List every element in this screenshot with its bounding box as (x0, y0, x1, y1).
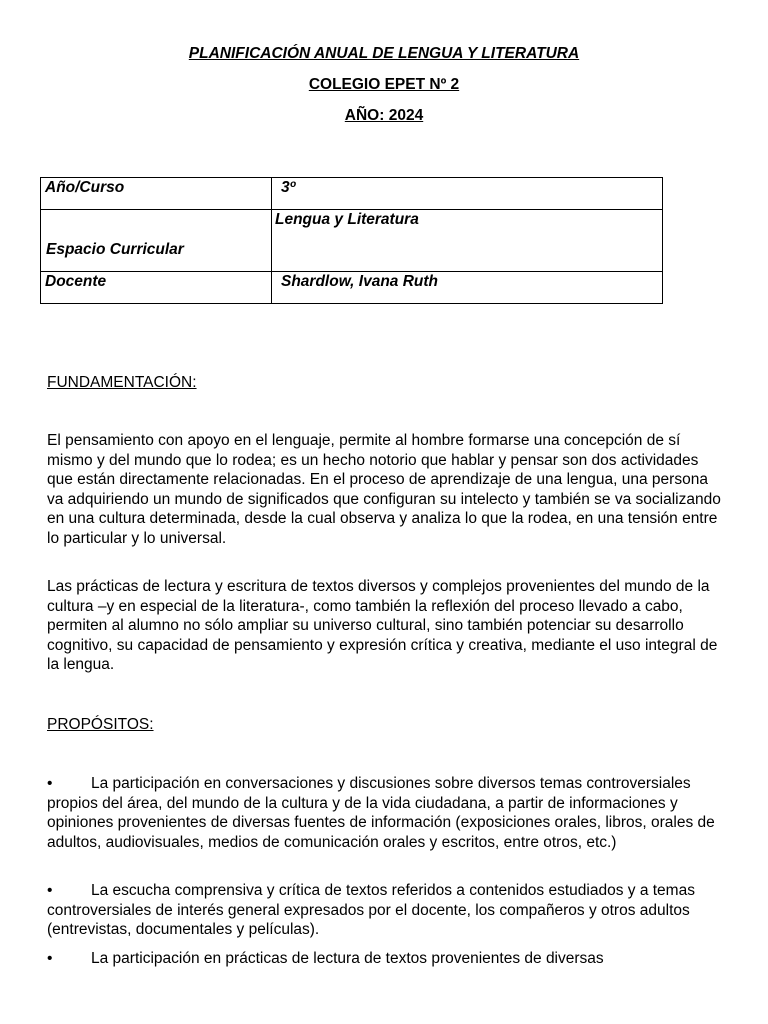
section-heading-propositos: PROPÓSITOS: (47, 716, 154, 733)
bullet-icon: • (47, 950, 53, 967)
row-value: 3º (272, 178, 663, 210)
school-name: COLEGIO EPET Nº 2 (308, 76, 460, 93)
list-item-text: La escucha comprensiva y crítica de textos referidos a contenidos estudiados y a temas controversiales de interés general expresados por el docente, los compañeros y otros adultos (entrevistas, documentales y películas). (47, 882, 695, 938)
bullet-icon: • (47, 775, 53, 792)
list-item (47, 881, 727, 940)
table-row (41, 210, 663, 272)
paragraph: El pensamiento con apoyo en el lenguaje, permite al hombre formarse una concepción de sí mismo y del mundo que lo rodea; es un hecho notorio que hablar y pensar son dos actividades que están directamente relacionadas. En el proceso de aprendizaje de una lengua, una persona va adquiriendo un mundo de significados que configuran su intelecto y también se va socializando en una cultura determinada, desde la cual observa y analiza lo que la rodea, en una tensión entre lo particular y lo universal. (47, 432, 721, 547)
table-row (41, 272, 663, 304)
row-value: Shardlow, Ivana Ruth (272, 272, 663, 304)
row-label: Docente (41, 272, 272, 304)
paragraph: Las prácticas de lectura y escritura de textos diversos y complejos provenientes del mundo de la cultura –y en especial de la literatura-, como también la reflexión del proceso llevado a cabo, permiten al alumno no sólo ampliar su universo cultural, sino también potenciar su desarrollo cognitivo, su capacidad de pensamiento y expresión crítica y creativa, mediante el uso integral de la lengua. (47, 578, 718, 673)
row-label: Espacio Curricular (46, 241, 184, 258)
table-row (41, 178, 663, 210)
section-heading-fundamentacion: FUNDAMENTACIÓN: (47, 374, 197, 391)
info-table (40, 177, 663, 304)
row-label-cell (41, 210, 272, 272)
list-item-text: La participación en conversaciones y discusiones sobre diversos temas controversiales propios del área, del mundo de la cultura y de la vida ciudadana, a partir de informaciones y opiniones provenientes de diversas fuentes de información (exposiciones orales, libros, orales de adultos, audiovisuales, medios de comunicación orales y escritos, entre otros, etc.) (47, 775, 715, 851)
list-item (47, 774, 727, 852)
bullet-icon: • (47, 882, 53, 899)
list-item (47, 949, 727, 969)
row-value: Lengua y Literatura (272, 210, 663, 272)
row-label: Año/Curso (41, 178, 272, 210)
list-item-text: La participación en prácticas de lectura de textos provenientes de diversas (91, 950, 604, 967)
school-year: AÑO: 2024 (344, 107, 424, 124)
document-title: PLANIFICACIÓN ANUAL DE LENGUA Y LITERATURA (188, 45, 580, 62)
